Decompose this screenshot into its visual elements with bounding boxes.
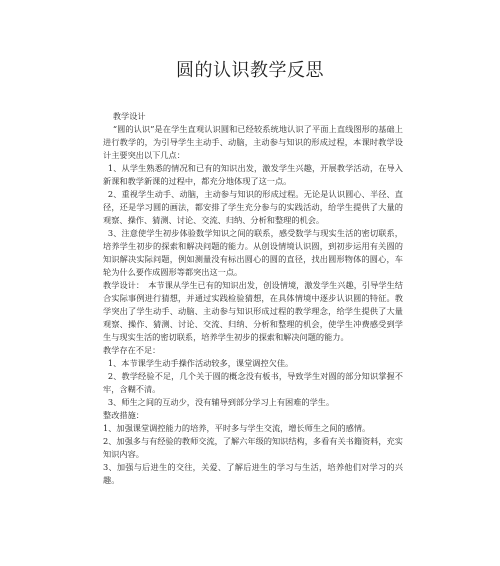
section-heading-improvements: 整改措施：: [103, 410, 144, 420]
document-title: 圆的认识教学反思: [176, 60, 324, 81]
shortcoming-2: 2、教学经验不足，几个关于圆的概念没有板书，导致学生对圆的部分知识掌握不牢，含糊不清。: [103, 371, 403, 394]
shortcoming-3: 3、师生之间的互动少，没有辅导到部分学习上有困难的学生。: [107, 397, 335, 407]
document-body: [103, 110, 403, 487]
section-heading-design: 教学设计: [112, 111, 146, 121]
improvement-3: 3、加强与后进生的交往，关爱、了解后进生的学习与生活，培养他们对学习的兴趣。: [103, 462, 403, 485]
intro-paragraph: “圆的认识”是在学生直观认识圆和已经较系统地认识了平面上直线图形的基础上进行教学的，为引导学生主动手、动脑，主动参与知识的形成过程，本课时教学设计主要突出以下几点：: [103, 124, 403, 160]
shortcoming-1: 1、本节课学生动手操作活动较多，课堂调控欠佳。: [107, 358, 294, 368]
design-point-2: 2、重视学生动手、动脑，主动参与知识的形成过程。无论是认识圆心、半径、直径，还是学习圆的画法，都安排了学生充分参与的实践活动，给学生提供了大量的观察、操作、猜测、讨论、交流、归纳、分析和整理的机会。: [103, 189, 403, 225]
design-point-1: 1、从学生熟悉的情况和已有的知识出发，激发学生兴趣，开展教学活动，在导入新课和教学新课的过程中，都充分地体现了这一点。: [103, 163, 403, 186]
design-summary-paragraph: 教学设计： 本节课从学生已有的知识出发，创设情境，激发学生兴趣，引导学生结合实际事例进行猜想，并通过实践检验猜想，在具体情境中逐步认识圆的特征。教学突出了学生动手、动脑、主动参与知识形成过程的教学理念，给学生提供了大量观察、操作、猜测、讨论、交流、归纳、分析和整理的机会，使学生冲费感受到学生与现实生活的密切联系，培养学生初步的探索和解决问题的能力。: [103, 280, 403, 342]
design-point-3: 3、注意使学生初步体验数学知识之间的联系，感受数学与现实生活的密切联系，培养学生初步的探索和解决问题的能力。从创设情境认识圆，到初步运用有关圆的知识解决实际问题，例如测量没有标出圆心的圆的直径，找出圆形物体的圆心，车轮为什么要作成圆形等都突出这一点。: [103, 228, 403, 277]
improvement-1: 1、加强课堂调控能力的培养，平时多与学生交流，增长师生之间的感情。: [103, 423, 371, 433]
improvement-2: 2、加强多与有经验的教师交流，了解六年级的知识结构，多看有关书籍资料，充实知识内容。: [103, 436, 403, 459]
section-heading-shortcomings: 教学存在不足：: [103, 345, 161, 355]
